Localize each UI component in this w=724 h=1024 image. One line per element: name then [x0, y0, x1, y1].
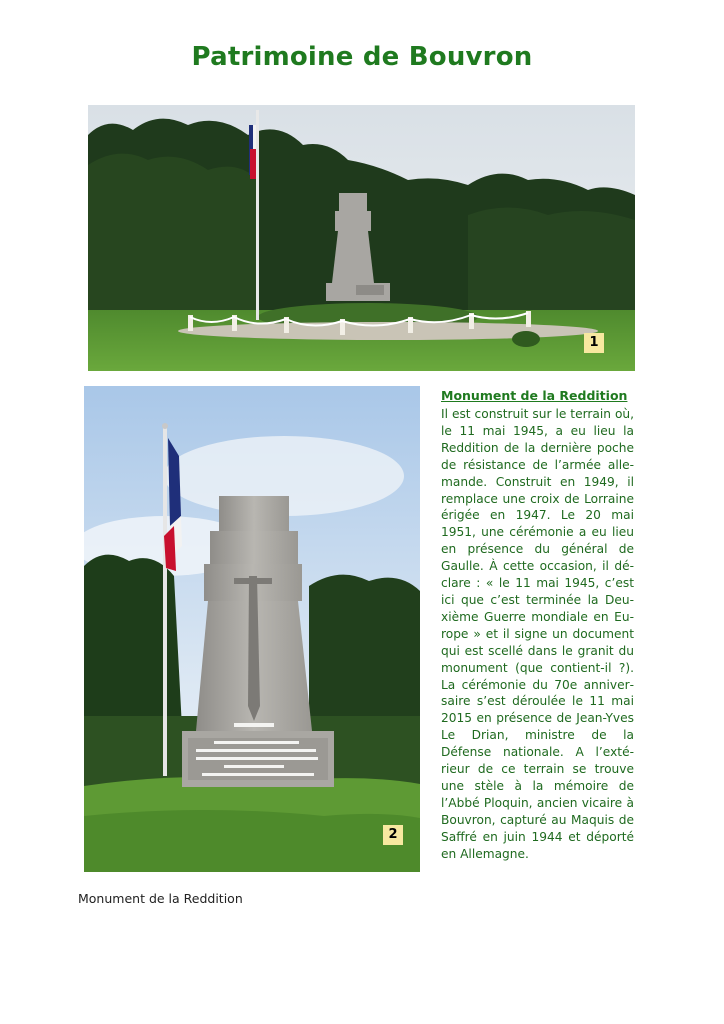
article-body: Il est construit sur le terrain où, le 11 mai 1945, a eu lieu la Reddition de la dernière poche de résistance de l’armée allemande. Construit en 1949, il remplace une croix de Lorraine érigée en 1947. Le 20 mai 1951, une cérémonie a eu lieu en présence du général de Gaulle. À cette occasion, il déclare : « le 11 mai 1945, c’est ici que c’est terminée la Deuxième Guerre mondiale en Europe » et il signe un document qui est scellé dans le granit du monument (que contient-il ?). La cérémonie du 70e anniversaire s’est déroulée le 11 mai 2015 en présence de Jean-Yves Le Drian, ministre de la Défense nationale. A l’extérieur de ce terrain se trouve une stèle à la mémoire de l’Abbé Ploquin, ancien vicaire à Bouvron, capturé au Maquis de Saffré en juin 1944 et déporté en Allemagne. [441, 407, 634, 861]
article-heading: Monument de la Reddition [441, 388, 628, 403]
photo-number-badge: 2 [383, 825, 403, 845]
photo-monument-closeup [84, 386, 420, 872]
figure-caption: Monument de la Reddition [78, 891, 243, 906]
photo-monument-wide [88, 105, 635, 371]
photo-number-badge: 1 [584, 333, 604, 353]
page-title: Patrimoine de Bouvron [191, 42, 533, 72]
article [441, 388, 634, 862]
